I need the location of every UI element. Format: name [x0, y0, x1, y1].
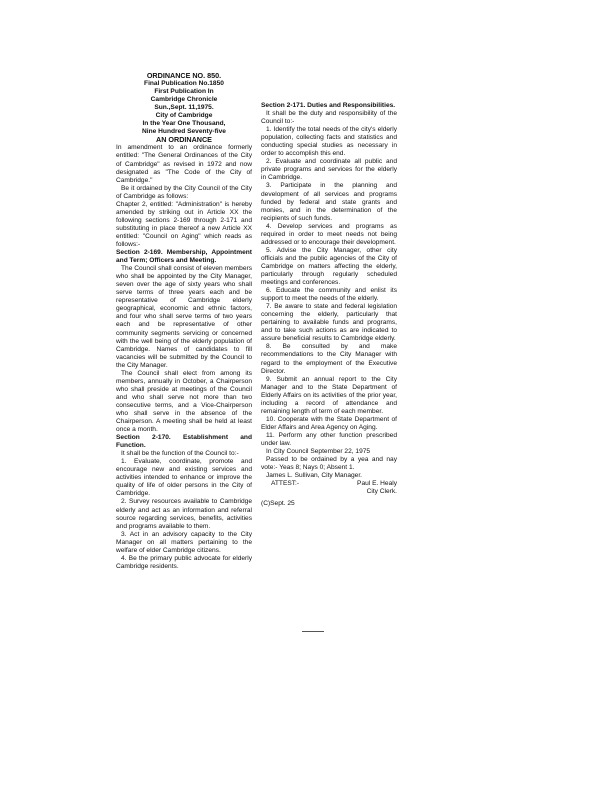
column-end-rule: [302, 631, 324, 632]
clerk-title: City Clerk.: [366, 488, 397, 496]
first-publication: First Publication In: [154, 88, 214, 96]
duty-item-6: 6. Educate the community and enlist its support to meet the needs of the elderly.: [261, 287, 397, 303]
duty-item-10: 10. Cooperate with the State Department of Elder Affairs and Area Agency on Aging.: [261, 415, 397, 431]
attest-line: [261, 480, 397, 488]
clerk-name: Paul E. Healy: [357, 480, 397, 488]
officers-paragraph: The Council shall elect from among its members, annually in October, a Chairperson who shall preside at meetings of the Council and who shall serve not more than two consecutive terms, and a Vice-Chairperson who shall serve in the absence of the Chairperson. A meeting shall be held at least once a month.: [116, 369, 252, 434]
ordinance-number: ORDINANCE NO. 850.: [146, 71, 222, 80]
membership-paragraph: The Council shall consist of eleven members who shall be appointed by the City Manager, seven over the age of sixty years who shall serve terms of three years each and be representative of Cambridge elderly geographical, economic and ethnic factors, and four who shall serve terms of two years each and be representative of other community segments servicing or concerned with the well being of the elderly population of Cambridge. Names of candidates to fill vacancies will be submitted by the Council to the City Manager.: [116, 265, 252, 369]
ordinance-clipping: [116, 72, 397, 684]
footer-note: (C)Sept. 25: [261, 500, 295, 508]
function-item-4: 4. Be the primary public advocate for elderly Cambridge residents.: [116, 554, 252, 570]
duty-item-7: 7. Be aware to state and federal legislation concerning the elderly, particularly that pertaining to available funds and programs, and to take such actions as are indicated to assure beneficial results to Cambridge elderly.: [261, 303, 397, 343]
duty-item-9: 9. Submit an annual report to the City Manager and to the State Department of Elderly Affairs on its activities of the prior year, including a record of attendance and remaining length of term of each member.: [261, 375, 397, 415]
duty-item-4: 4. Develop services and programs as required in order to meet needs not being addressed or to encourage their development.: [261, 222, 397, 246]
city-name: City of Cambridge: [155, 112, 213, 120]
function-intro: It shall be the function of the Council to:-: [121, 450, 239, 458]
duty-intro: It shall be the duty and responsibility of the Council to:-: [261, 110, 397, 126]
vote-result: Passed to be ordained by a yea and nay vote:- Yeas 8; Nays 0; Absent 1.: [261, 456, 397, 472]
duty-item-1: 1. Identify the total needs of the city's elderly population, collecting facts and statistics and conducting special studies as necessary in order to accomplish this end.: [261, 126, 397, 158]
function-item-2: 2. Survey resources available to Cambridge elderly and act as an information and referral source regarding services, benefits, activities and programs available to them.: [116, 498, 252, 530]
publication-date: Sun.,Sept. 11,1975.: [154, 104, 214, 112]
section-2-171-heading: Section 2-171. Duties and Responsibilities.: [261, 102, 396, 109]
section-2-170-heading: Section 2-170. Establishment and Function.: [116, 434, 252, 450]
year-line-1: In the Year One Thousand,: [142, 120, 226, 128]
ordained-paragraph: Be it ordained by the City Council of the City of Cambridge as follows:: [116, 184, 252, 200]
year-line-2: Nine Hundred Seventy-five: [142, 128, 226, 136]
duty-item-2: 2. Evaluate and coordinate all public and private programs and services for the elderly in Cambridge.: [261, 158, 397, 182]
function-item-3: 3. Act in an advisory capacity to the City Manager on all matters pertaining to the welfare of elder Cambridge citizens.: [116, 530, 252, 554]
duty-item-3: 3. Participate in the planning and development of all services and programs funded by federal and state grants and monies, and in the determination of the recipients of such funds.: [261, 182, 397, 222]
city-manager-signature: James L. Sullivan, City Manager.: [266, 472, 363, 480]
council-date: In City Council September 22, 1975: [266, 448, 371, 456]
ordinance-heading: AN ORDINANCE: [156, 135, 212, 145]
section-2-169-heading: Section 2-169. Membership, Appointment and Term; Officers and Meeting.: [116, 249, 252, 265]
right-column: [261, 102, 397, 508]
final-publication: Final Publication No.1850: [144, 80, 224, 88]
left-column: [116, 72, 252, 571]
attest-label: ATTEST:-: [271, 480, 300, 488]
duty-item-11: 11. Perform any other function prescribed under law.: [261, 431, 397, 447]
chapter-paragraph: Chapter 2, entitled: "Administration" is hereby amended by striking out in Article XX the following sections 2-169 through 2-171 and substituting in place thereof a new Article XX entitled: "Council on Aging" which reads as follows:-: [116, 200, 252, 248]
intro-paragraph: In amendment to an ordinance formerly entitled: "The General Ordinances of the City of Cambridge" as revised in 1972 and now designated as "The Code of the City of Cambridge.": [116, 144, 252, 184]
newspaper-name: Cambridge Chronicle: [150, 96, 218, 104]
duty-item-8: 8. Be consulted by and make recommendations to the City Manager with regard to the employment of the Executive Director.: [261, 343, 397, 375]
function-item-1: 1. Evaluate, coordinate, promote and encourage new and existing services and activities intended to enhance or improve the quality of life of older persons in the City of Cambridge.: [116, 458, 252, 498]
duty-item-5: 5. Advise the City Manager, other city officials and the public agencies of the City of Cambridge on matters affecting the elderly, particularly through regularly scheduled meetings and conferences.: [261, 246, 397, 287]
